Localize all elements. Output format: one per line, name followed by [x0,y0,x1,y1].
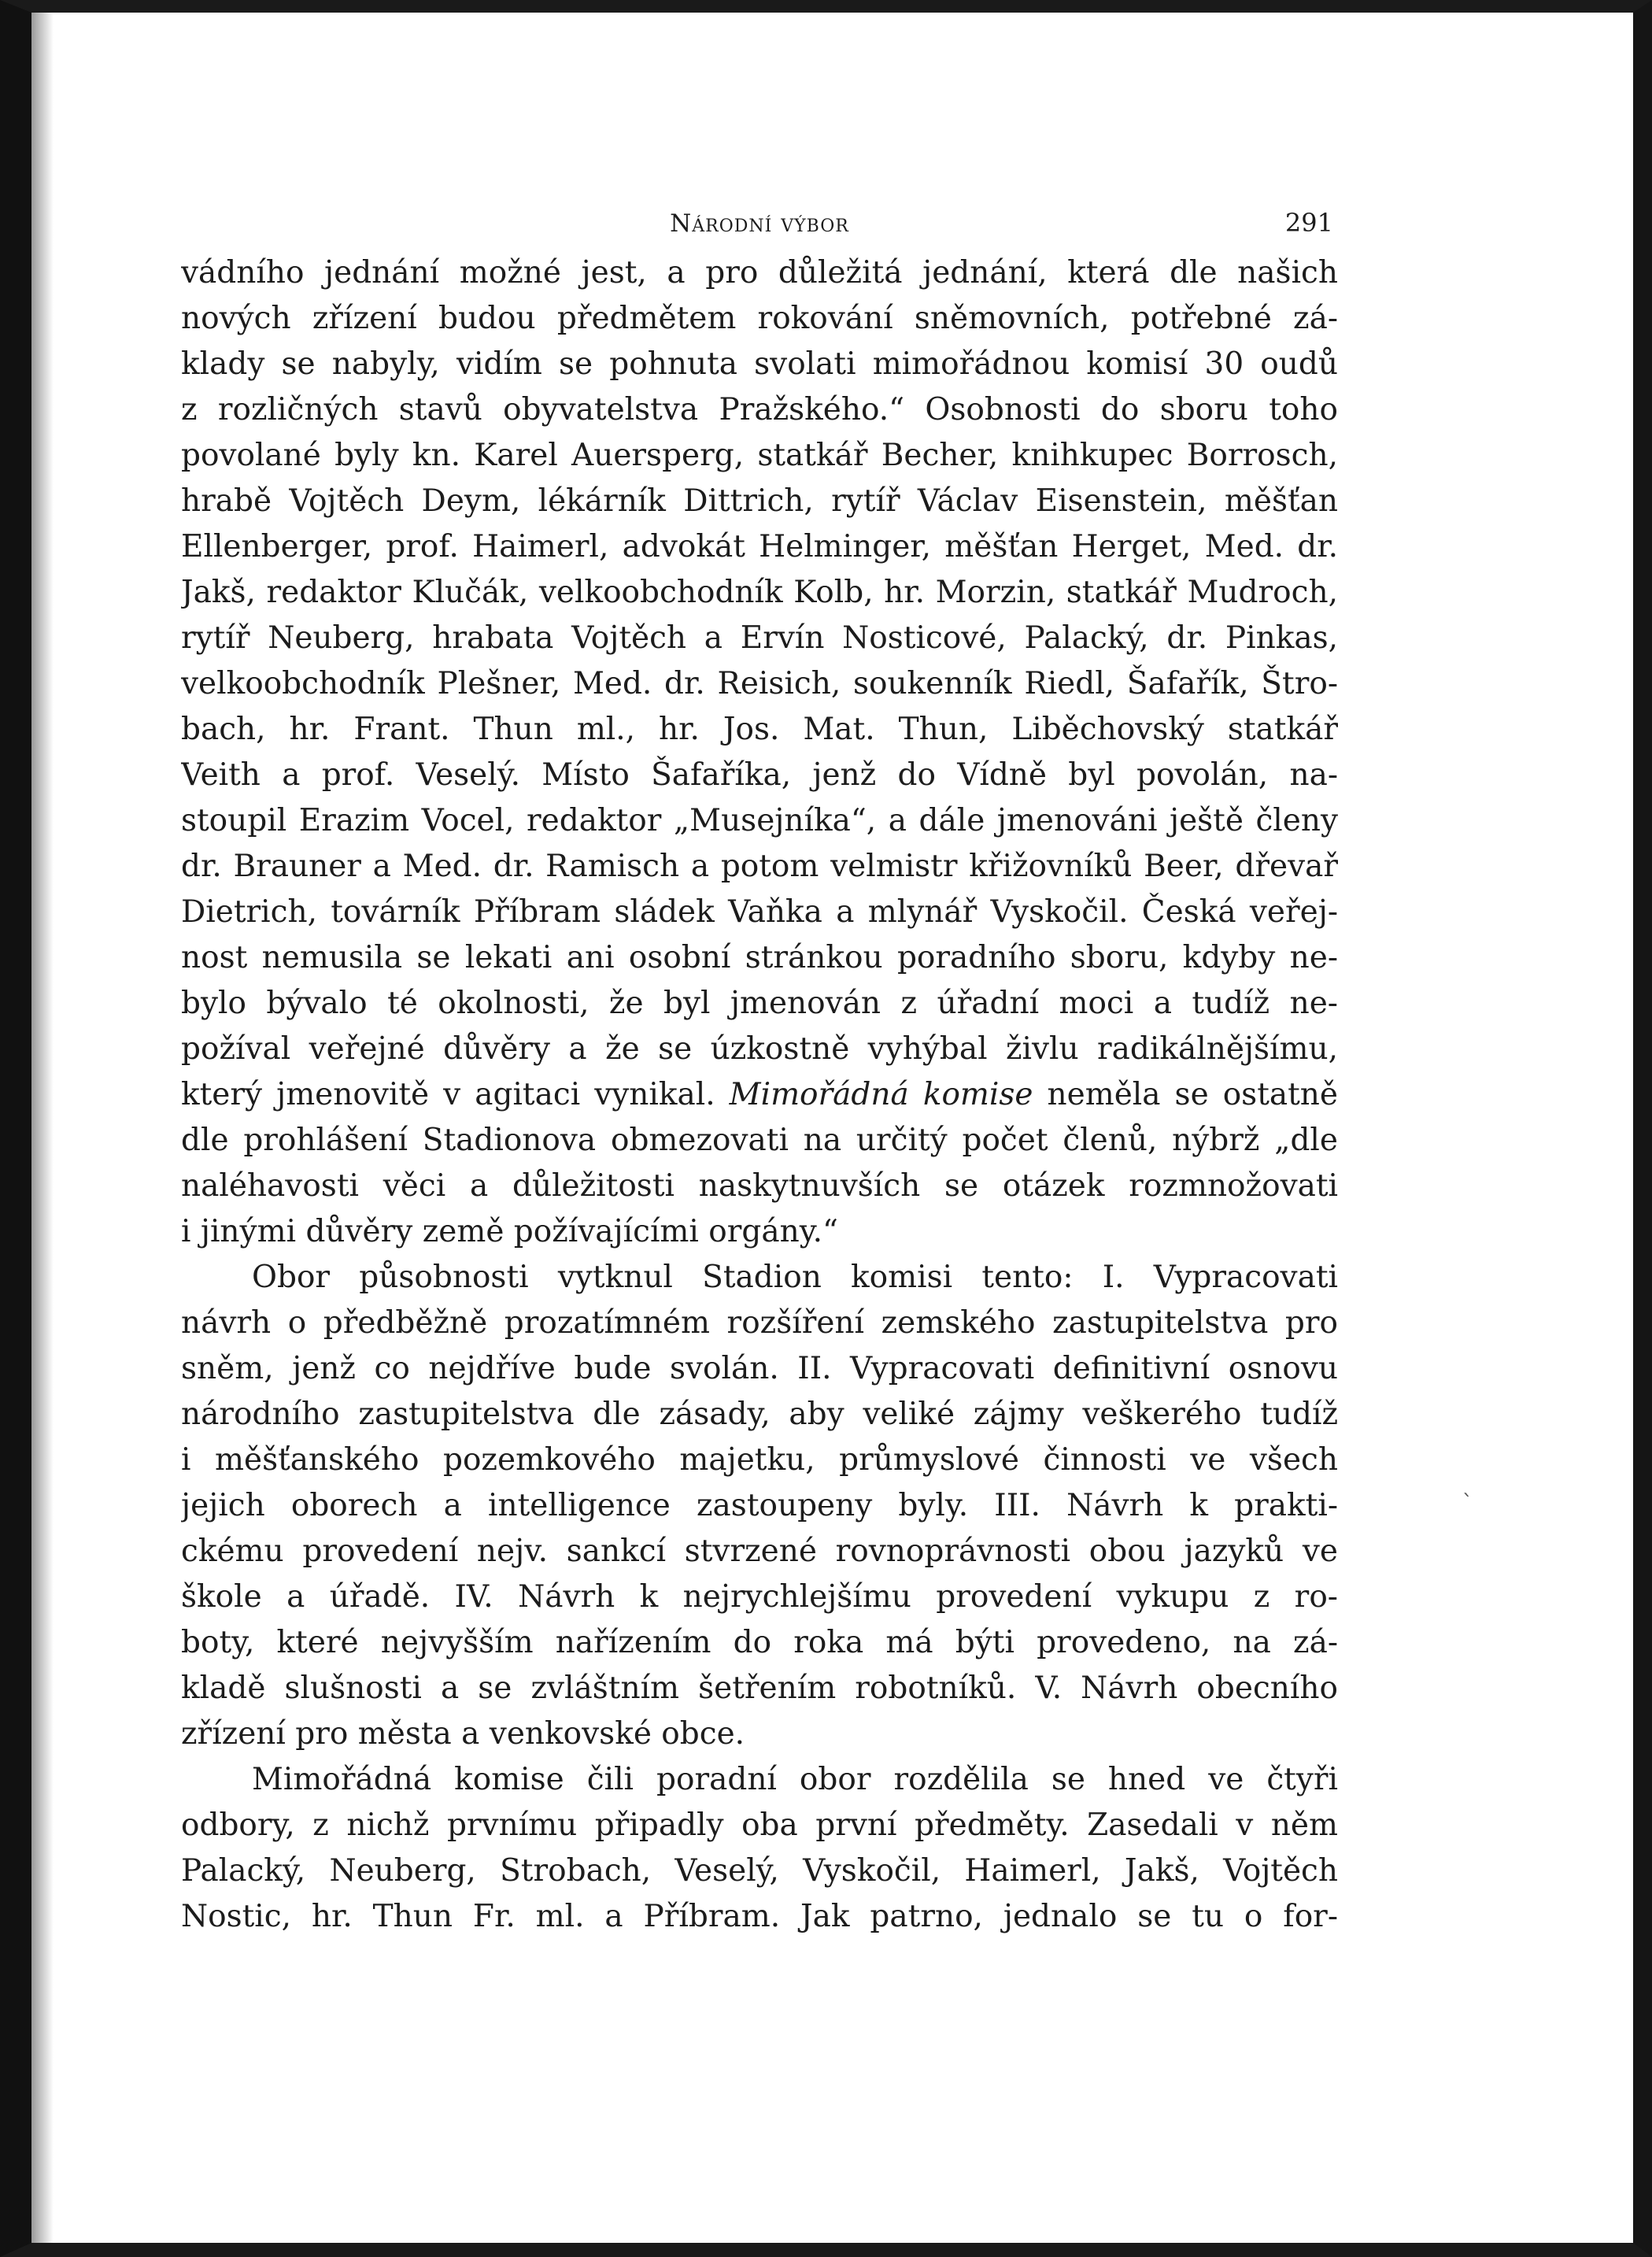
text-line: boty, které nejvyšším nařízením do roka má býti provedeno, na zá- [181,1625,1338,1660]
text-line: národního zastupitelstva dle zásady, aby veliké zájmy veškerého tudíž [181,1397,1338,1432]
text-line: požíval veřejné důvěry a že se úzkostně vyhýbal živlu radikálnějšímu, [181,1031,1338,1067]
text-line: škole a úřadě. IV. Návrh k nejrychlejšímu provedení vykupu z ro- [181,1579,1338,1615]
text-line: zřízení pro města a venkovské obce. [181,1716,745,1752]
binding-shadow [31,13,54,2243]
text-line-with-italic [181,1072,1338,1118]
paragraph-start-line: Mimořádná komise čili poradní obor rozdělila se hned ve čtyři [252,1762,1338,1797]
text-line: dr. Brauner a Med. dr. Ramisch a potom velmistr křižovníků Beer, dřevař [181,849,1338,884]
text-line: Veith a prof. Veselý. Místo Šafaříka, jenž do Vídně byl povolán, na- [181,757,1338,793]
book-page [181,203,1338,1940]
text-line: klady se nabyly, vidím se pohnuta svolati mimořádnou komisí 30 oudů [181,346,1338,382]
paragraph-start-line: Obor působnosti vytknul Stadion komisi tento: I. Vypracovati [252,1260,1338,1295]
text-line: Dietrich, továrník Příbram sládek Vaňka a mlynář Vyskočil. Česká veřej- [181,894,1338,930]
page-number: 291 [1284,208,1333,238]
text-line: stoupil Erazim Vocel, redaktor „Musejníka“, a dále jmenováni ještě členy [181,803,1338,838]
text-line: bylo bývalo té okolnosti, že byl jmenován z úřadní moci a tudíž ne- [181,986,1338,1021]
margin-mark: ` [1462,1491,1473,1515]
running-head-title: Národní výbor [670,209,849,238]
text-line: povolané byly kn. Karel Auersperg, statkář Becher, knihkupec Borrosch, [181,438,1338,473]
text-line: nových zřízení budou předmětem rokování sněmovních, potřebné zá- [181,301,1338,336]
text-line: velkoobchodník Plešner, Med. dr. Reisich, soukenník Riedl, Šafařík, Štro- [181,666,1338,701]
text-line: Ellenberger, prof. Haimerl, advokát Helminger, měšťan Herget, Med. dr. [181,529,1338,564]
text-line: kladě slušnosti a se zvláštním šetřením robotníků. V. Návrh obecního [181,1671,1338,1706]
text-fragment: který jmenovitě v agitaci vynikal. [181,1077,715,1112]
text-line: hrabě Vojtěch Deym, lékárník Dittrich, rytíř Václav Eisenstein, měšťan [181,483,1338,519]
text-line: rytíř Neuberg, hrabata Vojtěch a Ervín Nosticové, Palacký, dr. Pinkas, [181,620,1338,656]
text-line: bach, hr. Frant. Thun ml., hr. Jos. Mat. Thun, Liběchovský statkář [181,712,1338,747]
text-line: vádního jednání možné jest, a pro důležitá jednání, která dle našich [181,255,1338,290]
text-line: návrh o předběžně prozatímném rozšíření zemského zastupitelstva pro [181,1305,1338,1341]
text-line: nost nemusila se lekati ani osobní stránkou poradního sboru, kdyby ne- [181,940,1338,975]
text-line: naléhavosti věci a důležitosti naskytnuvších se otázek rozmnožovati [181,1168,1338,1204]
text-line: ckému provedení nejv. sankcí stvrzené rovnoprávnosti obou jazyků ve [181,1534,1338,1569]
text-line: Palacký, Neuberg, Strobach, Veselý, Vyskočil, Haimerl, Jakš, Vojtěch [181,1853,1338,1889]
italic-phrase: Mimořádná komise [729,1077,1033,1112]
text-line: Nostic, hr. Thun Fr. ml. a Příbram. Jak patrno, jednalo se tu o for- [181,1899,1338,1934]
running-head [181,203,1338,250]
text-line: i měšťanského pozemkového majetku, průmyslové činnosti ve všech [181,1442,1338,1478]
text-line: sněm, jenž co nejdříve bude svolán. II. Vypracovati definitivní osnovu [181,1351,1338,1386]
text-line: dle prohlášení Stadionova obmezovati na určitý počet členů, nýbrž „dle [181,1123,1338,1158]
text-line: i jinými důvěry země požívajícími orgány.“ [181,1214,838,1249]
text-line: jejich oborech a intelligence zastoupeny byly. III. Návrh k prakti- [181,1488,1338,1523]
text-line: Jakš, redaktor Klučák, velkoobchodník Kolb, hr. Morzin, statkář Mudroch, [181,575,1338,610]
text-line: z rozličných stavů obyvatelstva Pražského.“ Osobnosti do sboru toho [181,392,1338,427]
text-line: odbory, z nichž prvnímu připadly oba první předměty. Zasedali v něm [181,1807,1338,1843]
text-fragment: neměla se ostatně [1047,1077,1338,1112]
body-text [181,250,1338,1940]
